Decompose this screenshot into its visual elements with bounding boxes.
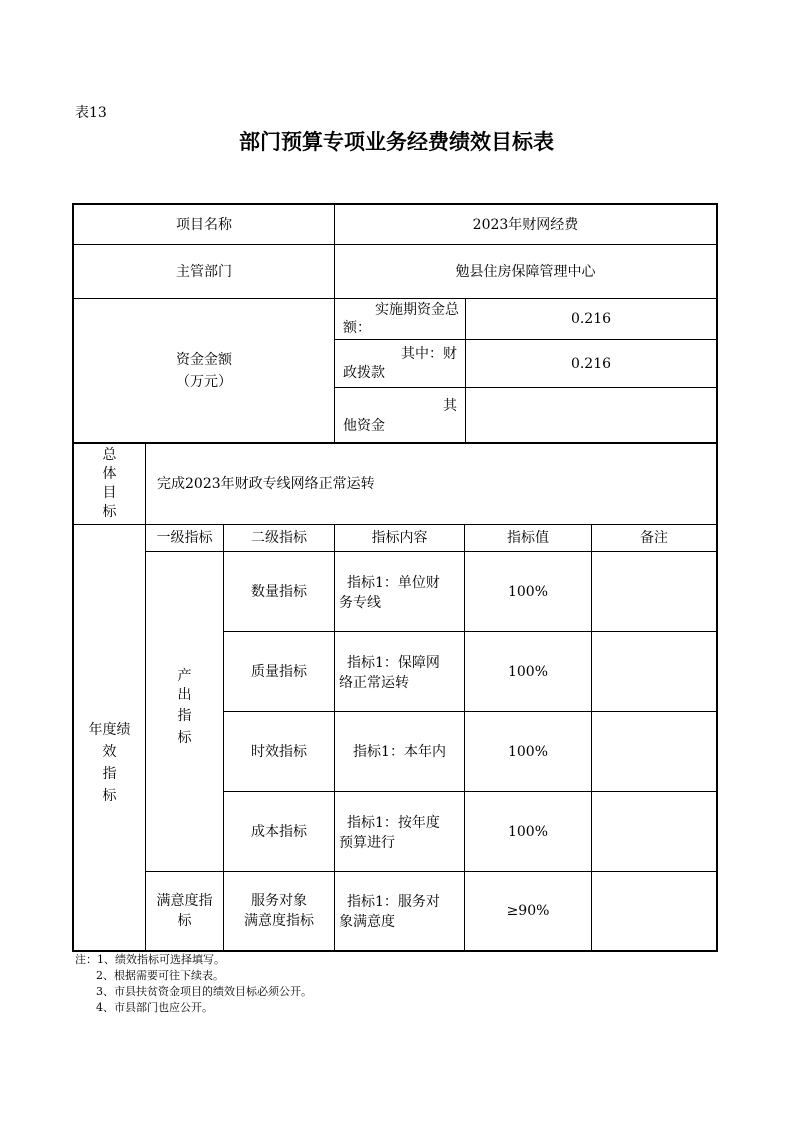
fiscal-funds-label: [335, 340, 465, 387]
project-name-value: 2023年财网经费: [472, 216, 579, 233]
output-label-char: 出: [177, 686, 192, 703]
indicator-content: [335, 712, 464, 791]
overall-goal-value: 完成2023年财政专线网络正常运转: [157, 476, 375, 492]
goal-label-char: 总: [102, 447, 117, 463]
total-funds-label: [335, 299, 465, 339]
header-content: 指标内容: [371, 530, 428, 546]
footnotes: [75, 952, 312, 1016]
funds-label-line1: 资金金额: [176, 351, 232, 368]
annual-label-char: 标: [102, 787, 117, 804]
indicator-content-line2: 务专线: [339, 595, 381, 611]
overall-goal-label: [74, 444, 145, 524]
indicator-level2: 质量指标: [251, 663, 307, 680]
header-value: 指标值: [507, 530, 549, 546]
other-funds-label-line1: 其: [443, 398, 457, 414]
indicator-content: [335, 792, 464, 871]
fiscal-funds-label-line2: 政拨款: [343, 365, 385, 381]
header-level1: 一级指标: [156, 530, 213, 546]
other-funds-value: [466, 388, 716, 442]
indicator-content-line1: 指标1：本年内: [353, 743, 446, 760]
output-label-char: 产: [177, 667, 192, 684]
output-label-char: 指: [177, 707, 192, 724]
fiscal-funds-value: 0.216: [570, 355, 612, 372]
satisfaction-level2-line2: 满意度指标: [244, 913, 314, 929]
indicator-value: 100%: [507, 663, 549, 680]
annual-label-char: 指: [102, 765, 117, 782]
annual-label-char: 效: [102, 743, 117, 760]
funds-amount-label: [74, 299, 334, 442]
other-funds-label-line2: 他资金: [343, 418, 385, 434]
indicator-note: [592, 632, 716, 711]
indicator-content-line2: 络正常运转: [339, 675, 409, 691]
total-funds-label-line1: 实施期资金总: [375, 302, 459, 318]
indicator-value: 100%: [507, 583, 549, 600]
goal-label-char: 目: [102, 485, 117, 501]
annual-label-line1: 年度绩: [88, 721, 131, 738]
satisfaction-level1-line1: 满意度指: [156, 893, 213, 909]
satisfaction-value: ≥90%: [506, 903, 550, 919]
department-label: 主管部门: [176, 263, 232, 280]
indicator-level2: 成本指标: [251, 823, 307, 840]
page-title: 部门预算专项业务经费绩效目标表: [239, 130, 554, 154]
goal-label-char: 标: [102, 504, 117, 520]
total-funds-label-line2: 额：: [343, 320, 371, 336]
satisfaction-note: [592, 872, 716, 950]
table-number-label: 表13: [75, 105, 107, 121]
output-label-char: 标: [177, 729, 192, 746]
indicator-note: [592, 712, 716, 791]
header-note: 备注: [640, 530, 668, 546]
satisfaction-level2-line1: 服务对象: [251, 893, 307, 909]
goal-label-char: 体: [102, 466, 117, 482]
satisfaction-content: [335, 872, 464, 950]
indicator-content-line1: 指标1：保障网: [347, 655, 440, 671]
total-funds-value: 0.216: [570, 311, 612, 327]
satisfaction-level2: [224, 872, 334, 950]
footnote-line: 3、市县扶贫资金项目的绩效目标必须公开。: [75, 985, 312, 998]
project-name-label: 项目名称: [176, 216, 232, 233]
satisfaction-content-line2: 象满意度: [339, 914, 395, 930]
fiscal-funds-label-line1: 其中：财: [401, 346, 457, 362]
indicator-level2: 数量指标: [251, 583, 307, 600]
indicator-content: [335, 632, 464, 711]
indicator-content-line1: 指标1：按年度: [347, 815, 440, 831]
indicator-value: 100%: [507, 823, 549, 840]
indicator-note: [592, 552, 716, 631]
department-value: 勉县住房保障管理中心: [455, 263, 596, 280]
indicator-content: [335, 552, 464, 631]
footnote-line: 4、市县部门也应公开。: [75, 1001, 213, 1014]
other-funds-label: [335, 388, 465, 442]
output-indicators-label: [146, 552, 223, 871]
indicator-value: 100%: [507, 743, 549, 760]
indicator-content-line1: 指标1：单位财: [347, 575, 440, 591]
table-border-right: [716, 203, 718, 952]
annual-indicators-label: [74, 525, 145, 950]
indicator-note: [592, 792, 716, 871]
footnote-line: 注：1、绩效指标可选择填写。: [75, 953, 225, 966]
satisfaction-level1-line2: 标: [177, 913, 192, 929]
header-level2: 二级指标: [251, 530, 307, 546]
indicator-content-line2: 预算进行: [339, 835, 395, 851]
footnote-line: 2、根据需要可往下续表。: [75, 969, 224, 982]
satisfaction-level1: [146, 872, 223, 950]
satisfaction-content-line1: 指标1：服务对: [347, 894, 440, 910]
indicator-level2: 时效指标: [251, 743, 307, 760]
funds-label-line2: （万元）: [176, 373, 232, 390]
